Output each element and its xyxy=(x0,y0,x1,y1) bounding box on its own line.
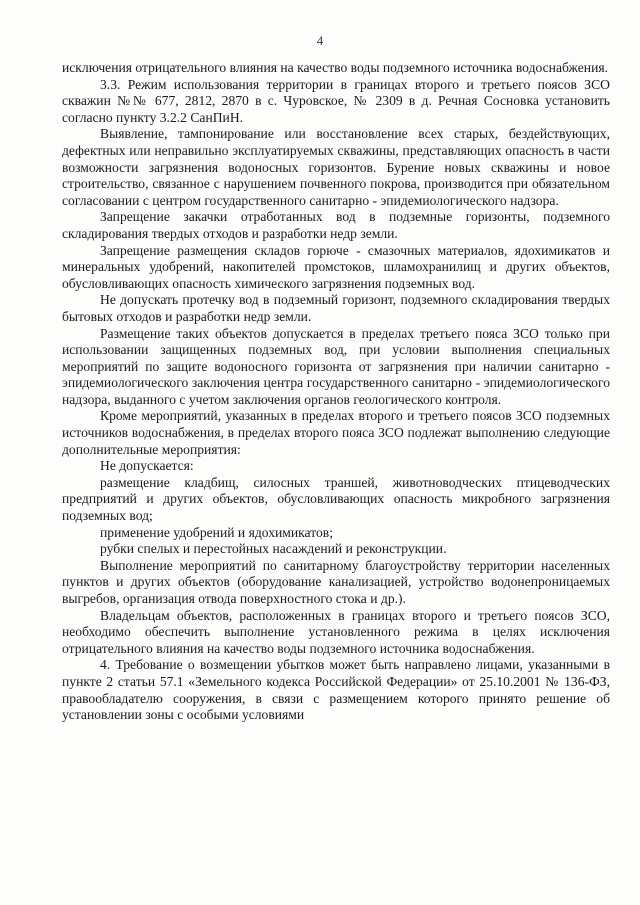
paragraph: рубки спелых и перестойных насаждений и реконструкции. xyxy=(100,541,447,557)
paragraph: Выполнение мероприятий по санитарному благоустройству территории населенных пунктов и других объектов (оборудование канализацией, устройство водонепроницаемых выгребов, организация отвода поверхностного стока и др.). xyxy=(62,557,610,606)
paragraph: 3.3. Режим использования территории в границах второго и третьего поясов ЗСО скважин №№ 677, 2812, 2870 в с. Чуровское, № 2309 в д. Речная Сосновка установить согласно пункту 3.2.2 СанПиН. xyxy=(62,76,610,125)
document-body xyxy=(62,60,610,724)
paragraph: Не допускать протечку вод в подземный горизонт, подземного складирования твердых бытовых отходов и разработки недр земли. xyxy=(62,292,610,324)
paragraph: Размещение таких объектов допускается в пределах третьего пояса ЗСО только при использовании защищенных подземных вод, при условии выполнения специальных мероприятий по защите водоносного горизонта от загрязнения при наличии санитарно - эпидемиологического заключения центра государственного санитарно - эпидемиологического надзора, выданного с учетом заключения органов геологического контроля. xyxy=(62,325,610,407)
paragraph: Запрещение размещения складов горюче - смазочных материалов, ядохимикатов и минеральных удобрений, накопителей промстоков, шламохранилищ и других объектов, обусловливающих опасность химического загрязнения подземных вод. xyxy=(62,242,610,291)
paragraph: применение удобрений и ядохимикатов; xyxy=(100,524,333,540)
paragraph: размещение кладбищ, силосных траншей, животноводческих птицеводческих предприятий и других объектов, обусловливающих опасность микробного загрязнения подземных вод; xyxy=(62,474,610,524)
paragraph: Выявление, тампонирование или восстановление всех старых, бездействующих, дефектных или неправильно эксплуатируемых скважины, представляющих опасность в части возможности загрязнения водоносных горизонтов. Бурение новых скважины и новое строительство, связанное с нарушением почвенного покрова, производится при обязательном согласовании с центром государственного санитарно - эпидемиологического надзора. xyxy=(62,126,610,208)
paragraph: Не допускается: xyxy=(100,458,194,474)
paragraph: исключения отрицательного влияния на качество воды подземного источника водоснабжения. xyxy=(62,60,608,75)
page-number: 4 xyxy=(316,33,324,48)
paragraph: Запрещение закачки отработанных вод в подземные горизонты, подземного складирования твердых отходов и разработки недр земли. xyxy=(62,209,610,241)
paragraph: Кроме мероприятий, указанных в пределах второго и третьего поясов ЗСО подземных источников водоснабжения, в пределах второго пояса ЗСО подлежат выполнению следующие дополнительные мероприятия: xyxy=(62,408,610,457)
paragraph: Владельцам объектов, расположенных в границах второго и третьего поясов ЗСО, необходимо обеспечить выполнение установленного режима в целях исключения отрицательного влияния на качество воды подземного источника водоснабжения. xyxy=(62,607,610,656)
paragraph: 4. Требование о возмещении убытков может быть направлено лицами, указанными в пункте 2 статьи 57.1 «Земельного кодекса Российской Федерации» от 25.10.2001 № 136-ФЗ, правообладателю сооружения, в связи с размещением которого принято решение об установлении зоны с особыми условиями xyxy=(62,657,610,723)
